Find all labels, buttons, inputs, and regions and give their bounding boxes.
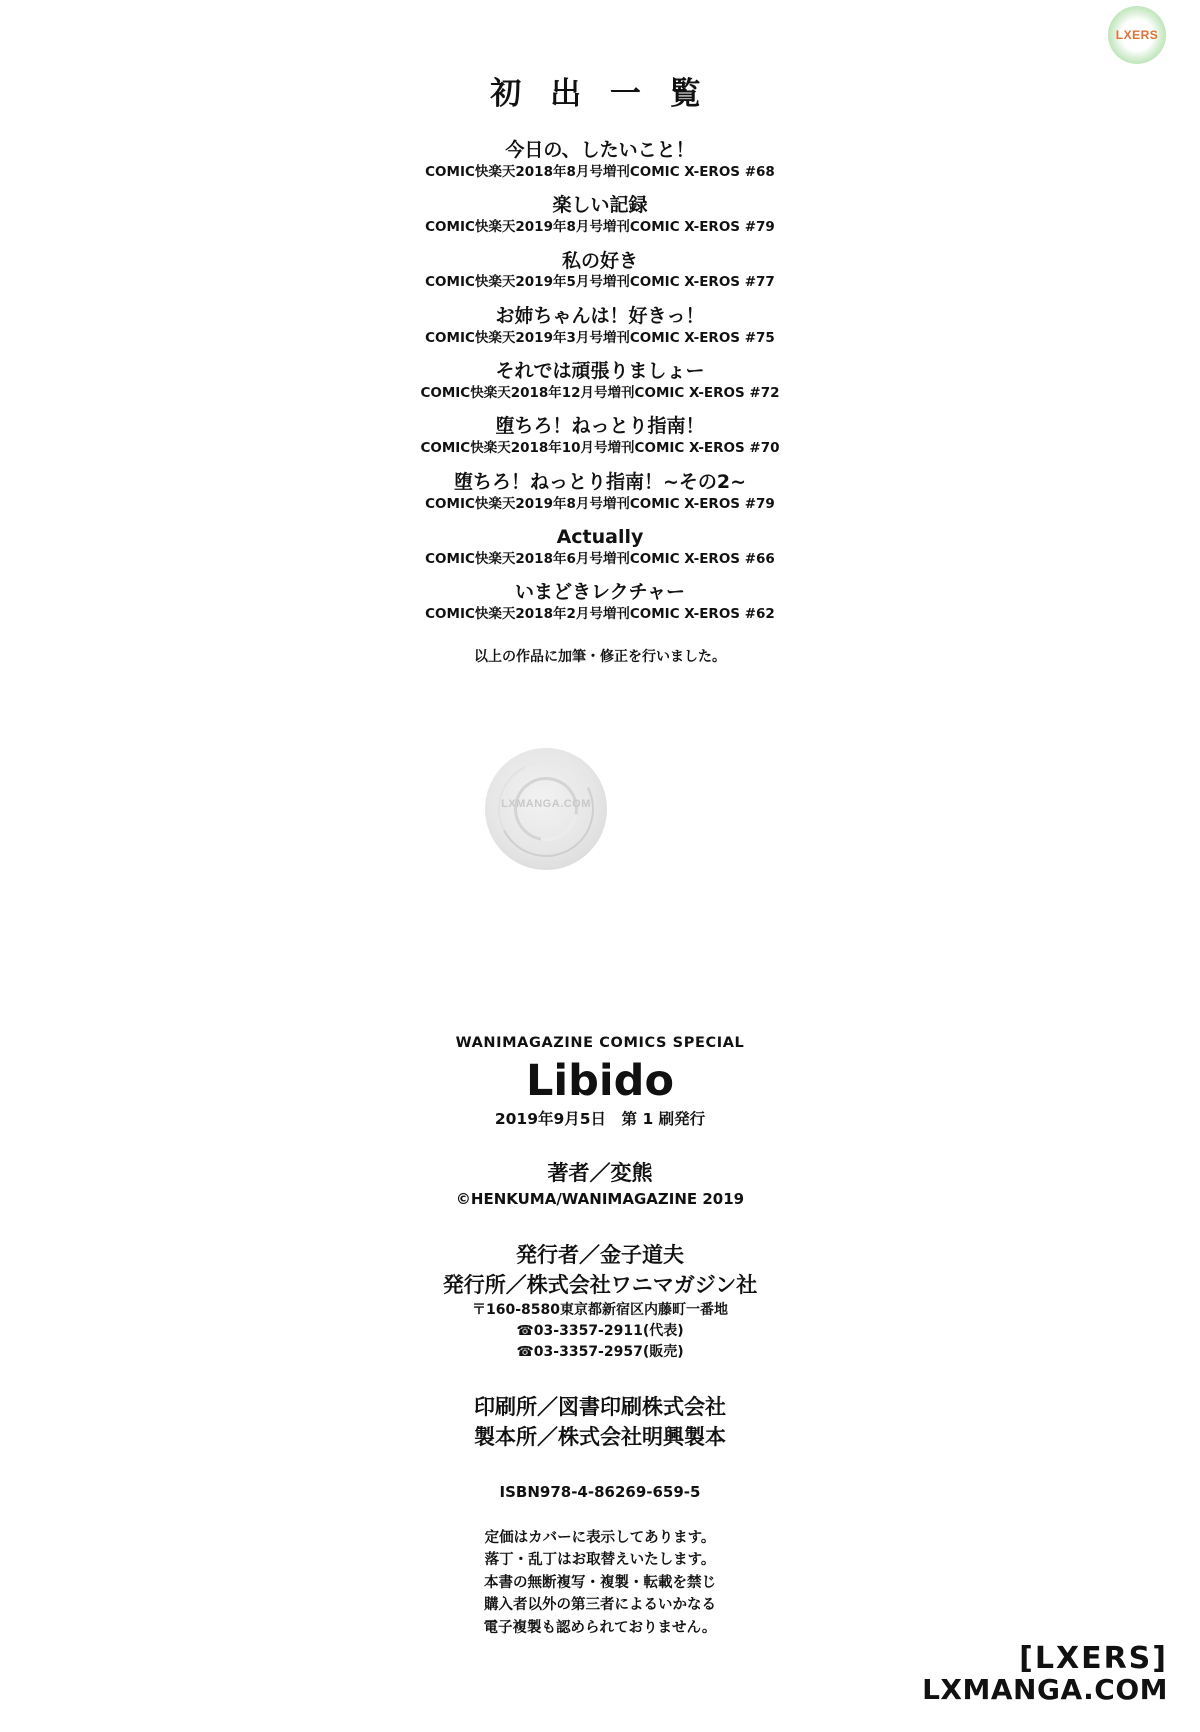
watermark-text: LXMANGA.COM	[501, 798, 591, 810]
entry-source: COMIC快楽天2018年10月号増刊COMIC X-EROS #70	[420, 440, 780, 457]
center-watermark-icon	[485, 748, 607, 870]
entry-title: Actually	[556, 526, 644, 549]
entry-title: 堕ちろ！ねっとり指南！~その2~	[453, 470, 747, 493]
legal-notice-line: 定価はカバーに表示してあります。	[484, 1529, 716, 1546]
lxers-logo-icon	[1108, 6, 1166, 64]
first-publication-heading: 初 出 一 覧	[490, 76, 710, 112]
brand-watermark	[922, 1642, 1168, 1706]
colophon-section	[0, 1035, 1200, 1639]
first-publication-entry	[0, 526, 1200, 568]
entry-title: いまどきレクチャー	[514, 581, 686, 604]
entry-title: 今日の、したいこと！	[505, 139, 695, 161]
brand-name: [LXERS]	[1019, 1641, 1168, 1677]
legal-notice-line: 電子複製も認められておりません。	[483, 1619, 717, 1636]
copyright-line: ©HENKUMA/WANIMAGAZINE 2019	[455, 1189, 745, 1208]
entry-source: COMIC快楽天2018年6月号増刊COMIC X-EROS #66	[425, 550, 775, 567]
brand-site: LXMANGA.COM	[922, 1673, 1168, 1707]
entry-source: COMIC快楽天2018年8月号増刊COMIC X-EROS #68	[425, 163, 775, 180]
first-publication-entry	[0, 471, 1200, 513]
binding-company: 製本所／株式会社明興製本	[474, 1425, 726, 1450]
phone-main: ☎03-3357-2911(代表)	[516, 1323, 684, 1340]
publisher-block	[0, 1241, 1200, 1364]
entry-source: COMIC快楽天2018年12月号増刊COMIC X-EROS #72	[420, 384, 780, 401]
first-publication-entry	[0, 139, 1200, 181]
entry-title: 堕ちろ！ねっとり指南！	[495, 415, 705, 438]
printing-block	[0, 1393, 1200, 1453]
first-publication-entry	[0, 194, 1200, 236]
entry-title: お姉ちゃんは！好きっ！	[495, 304, 705, 327]
first-publication-entry	[0, 360, 1200, 402]
entry-source: COMIC快楽天2019年8月号増刊COMIC X-EROS #79	[425, 219, 775, 236]
entry-source: COMIC快楽天2019年8月号増刊COMIC X-EROS #79	[425, 495, 775, 512]
phone-sales: ☎03-3357-2957(販売)	[516, 1344, 684, 1361]
author-label: 著者／変熊	[547, 1161, 653, 1186]
lxers-logo-text: LXERS	[1115, 28, 1159, 42]
entry-source: COMIC快楽天2019年3月号増刊COMIC X-EROS #75	[425, 329, 775, 346]
first-publication-entry	[0, 581, 1200, 623]
entry-source: COMIC快楽天2018年2月号増刊COMIC X-EROS #62	[425, 606, 775, 623]
entry-title: それでは頑張りましょー	[495, 360, 705, 383]
isbn-number: ISBN978-4-86269-659-5	[499, 1482, 701, 1501]
publisher-address: 〒160-8580東京都新宿区内藤町一番地	[472, 1302, 728, 1319]
legal-notice-line: 購入者以外の第三者によるいかなる	[484, 1597, 716, 1614]
first-publication-section	[0, 68, 1200, 666]
legal-notice-line: 落丁・乱丁はお取替えいたします。	[484, 1552, 716, 1569]
entry-title: 楽しい記録	[552, 194, 648, 217]
first-publication-entry	[0, 250, 1200, 292]
publication-date: 2019年9月5日 第 1 刷発行	[494, 1110, 706, 1129]
first-publication-note: 以上の作品に加筆・修正を行いました。	[474, 648, 726, 665]
author-block	[0, 1159, 1200, 1211]
first-publication-entry	[0, 415, 1200, 457]
publisher-person: 発行者／金子道夫	[516, 1242, 684, 1267]
entry-title: 私の好き	[561, 249, 638, 272]
series-label: WANIMAGAZINE COMICS SPECIAL	[455, 1035, 745, 1051]
book-title: Libido	[526, 1056, 674, 1106]
printing-company: 印刷所／図書印刷株式会社	[474, 1395, 726, 1420]
entry-source: COMIC快楽天2019年5月号増刊COMIC X-EROS #77	[425, 274, 775, 291]
first-publication-entry	[0, 305, 1200, 347]
legal-notice-line: 本書の無断複写・複製・転載を禁じ	[484, 1574, 716, 1591]
publisher-company: 発行所／株式会社ワニマガジン社	[442, 1272, 758, 1297]
legal-notice	[0, 1527, 1200, 1639]
